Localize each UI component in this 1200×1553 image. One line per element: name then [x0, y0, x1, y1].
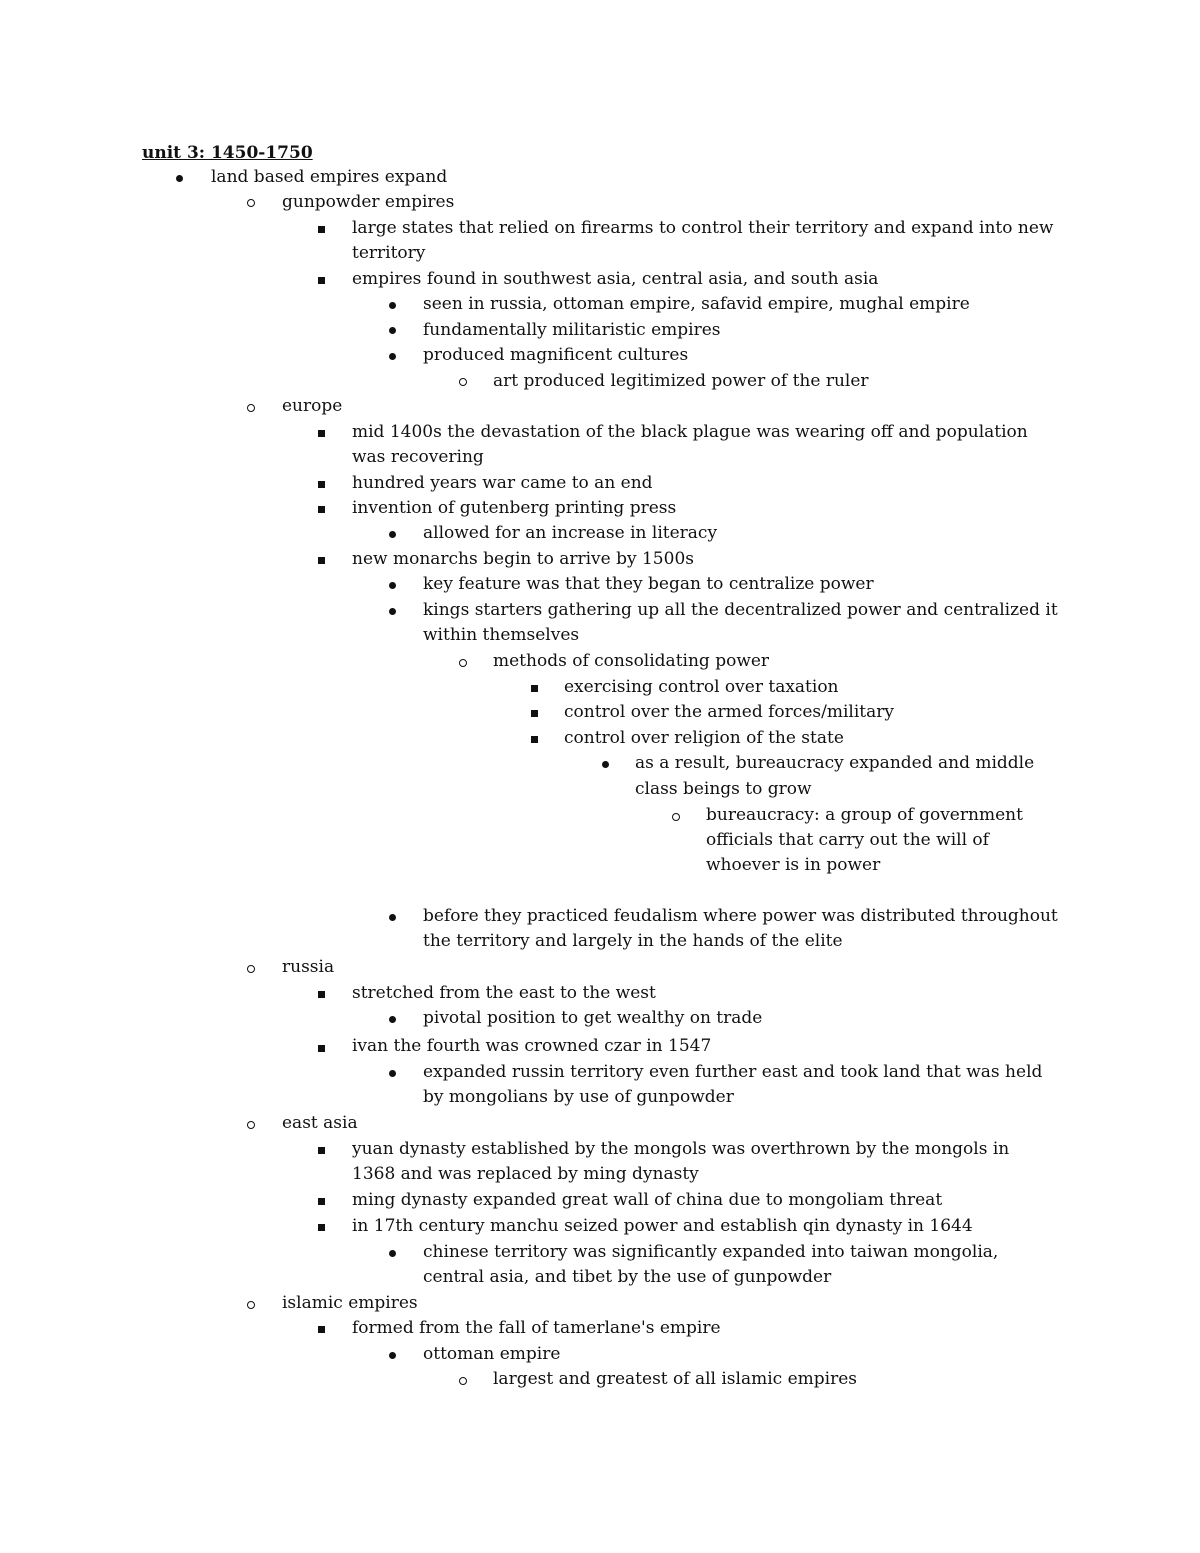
bullet-circle: [459, 659, 467, 667]
outline-item: new monarchs begin to arrive by 1500s: [352, 549, 694, 569]
bullet-square: [318, 226, 325, 233]
bullet-square: [318, 557, 325, 564]
outline-item-continuation: officials that carry out the will of: [706, 830, 989, 850]
outline-item: yuan dynasty established by the mongols was overthrown by the mongols in: [352, 1139, 1010, 1159]
outline-item: allowed for an increase in literacy: [423, 523, 718, 543]
bullet-square: [318, 1147, 325, 1154]
bullet-disc: [389, 1250, 396, 1257]
bullet-disc: [389, 608, 396, 615]
bullet-circle: [247, 199, 255, 207]
bullet-square: [318, 277, 325, 284]
bullet-disc: [176, 175, 183, 182]
bullet-circle: [459, 1377, 467, 1385]
outline-item: large states that relied on firearms to control their territory and expand into new: [352, 218, 1054, 238]
bullet-square: [531, 736, 538, 743]
bullet-square: [318, 506, 325, 513]
bullet-square: [318, 1198, 325, 1205]
bullet-disc: [389, 327, 396, 334]
bullet-disc: [389, 582, 396, 589]
bullet-square: [318, 1326, 325, 1333]
outline-item: stretched from the east to the west: [352, 983, 656, 1003]
bullet-disc: [389, 302, 396, 309]
outline-item: islamic empires: [282, 1293, 418, 1313]
outline-item-continuation: by mongolians by use of gunpowder: [423, 1087, 734, 1107]
outline-item: formed from the fall of tamerlane's empire: [352, 1318, 721, 1338]
outline-item: land based empires expand: [211, 167, 448, 187]
bullet-circle: [247, 1121, 255, 1129]
bullet-square: [318, 991, 325, 998]
bullet-square: [318, 1224, 325, 1231]
bullet-circle: [247, 965, 255, 973]
outline-item: control over religion of the state: [564, 728, 844, 748]
outline-item: east asia: [282, 1113, 358, 1133]
bullet-square: [318, 430, 325, 437]
bullet-disc: [389, 353, 396, 360]
outline-item: produced magnificent cultures: [423, 345, 689, 365]
outline-item-continuation: the territory and largely in the hands of the elite: [423, 931, 843, 951]
outline-item: before they practiced feudalism where power was distributed throughout: [423, 906, 1058, 926]
outline-item-continuation: 1368 and was replaced by ming dynasty: [352, 1164, 699, 1184]
outline-item: exercising control over taxation: [564, 677, 839, 697]
bullet-disc: [389, 1352, 396, 1359]
outline-item: bureaucracy: a group of government: [706, 805, 1023, 825]
bullet-circle: [459, 378, 467, 386]
bullet-circle: [247, 1301, 255, 1309]
outline-item-continuation: within themselves: [423, 625, 580, 645]
bullet-square: [318, 1045, 325, 1052]
bullet-disc: [389, 914, 396, 921]
outline-item: russia: [282, 957, 335, 977]
bullet-circle: [672, 813, 680, 821]
outline-item: as a result, bureaucracy expanded and middle: [635, 753, 1035, 773]
outline-item: key feature was that they began to centralize power: [423, 574, 874, 594]
outline-item-continuation: class beings to grow: [635, 779, 812, 799]
outline-item: art produced legitimized power of the ruler: [493, 371, 869, 391]
outline-item: hundred years war came to an end: [352, 473, 653, 493]
outline-item: seen in russia, ottoman empire, safavid empire, mughal empire: [423, 294, 970, 314]
outline-item: invention of gutenberg printing press: [352, 498, 677, 518]
outline-item: ming dynasty expanded great wall of china due to mongoliam threat: [352, 1190, 943, 1210]
outline-item: gunpowder empires: [282, 192, 455, 212]
bullet-disc: [389, 1016, 396, 1023]
outline-item: control over the armed forces/military: [564, 702, 894, 722]
outline-item-continuation: whoever is in power: [706, 855, 881, 875]
outline-item: europe: [282, 396, 343, 416]
outline-item-continuation: central asia, and tibet by the use of gunpowder: [423, 1267, 832, 1287]
outline-item-continuation: was recovering: [352, 447, 484, 467]
outline-item: pivotal position to get wealthy on trade: [423, 1008, 763, 1028]
bullet-square: [318, 481, 325, 488]
outline-item: empires found in southwest asia, central asia, and south asia: [352, 269, 879, 289]
bullet-square: [531, 710, 538, 717]
bullet-circle: [247, 404, 255, 412]
page-title: unit 3: 1450-1750: [142, 143, 313, 163]
bullet-disc: [389, 531, 396, 538]
outline-item: chinese territory was significantly expanded into taiwan mongolia,: [423, 1242, 999, 1262]
outline-item: mid 1400s the devastation of the black plague was wearing off and population: [352, 422, 1028, 442]
outline-item: fundamentally militaristic empires: [423, 320, 721, 340]
outline-item: ottoman empire: [423, 1344, 561, 1364]
outline-item: largest and greatest of all islamic empires: [493, 1369, 857, 1389]
outline-item: expanded russin territory even further east and took land that was held: [423, 1062, 1043, 1082]
outline-item: ivan the fourth was crowned czar in 1547: [352, 1036, 712, 1056]
outline-item-continuation: territory: [352, 243, 426, 263]
bullet-disc: [602, 761, 609, 768]
outline-item: kings starters gathering up all the decentralized power and centralized it: [423, 600, 1058, 620]
bullet-square: [531, 685, 538, 692]
outline-item: methods of consolidating power: [493, 651, 770, 671]
bullet-disc: [389, 1070, 396, 1077]
outline-item: in 17th century manchu seized power and establish qin dynasty in 1644: [352, 1216, 973, 1236]
